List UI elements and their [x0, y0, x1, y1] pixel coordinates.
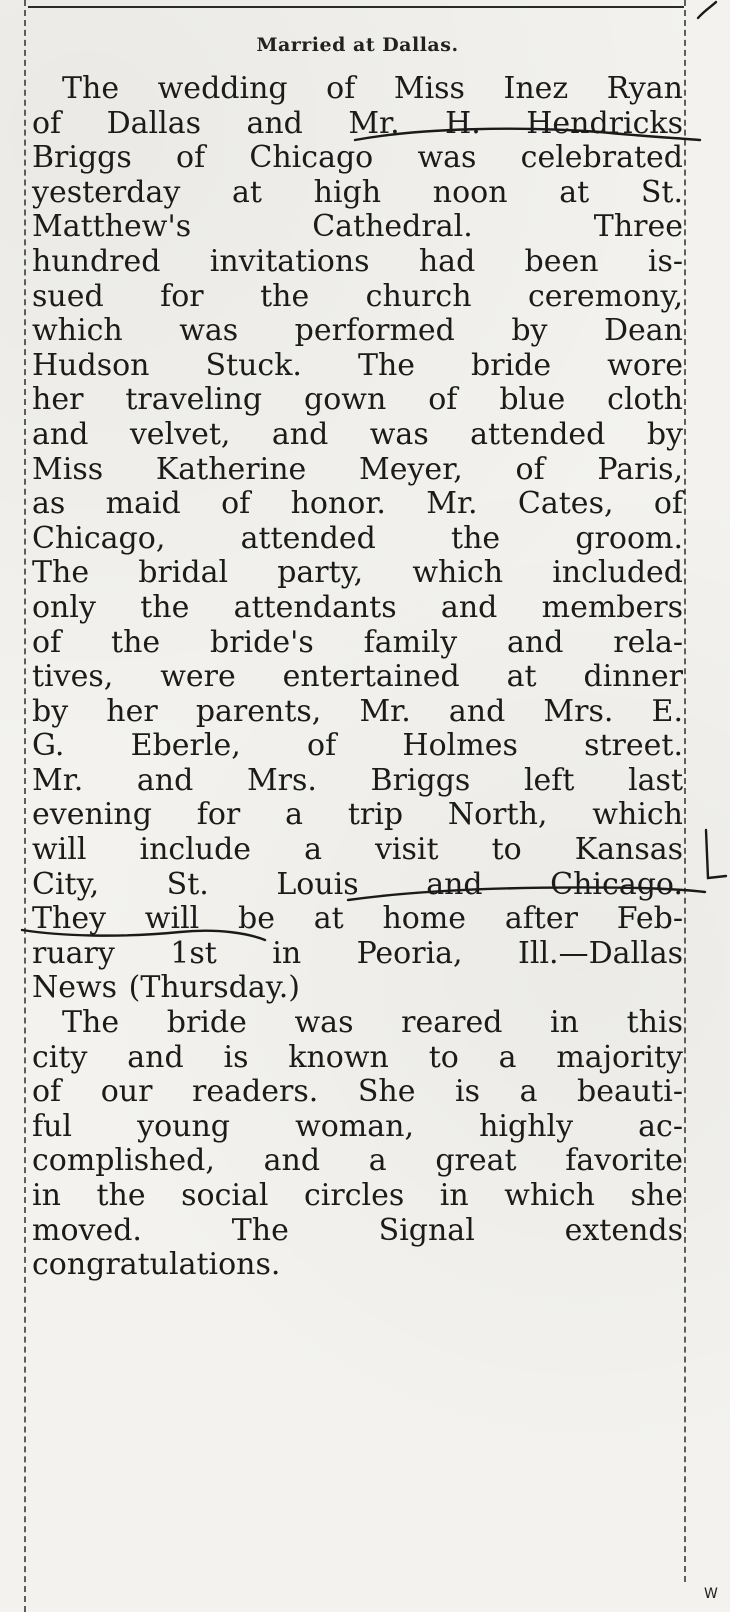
text-line: will include a visit to Kansas [32, 832, 683, 868]
text-line: ful young woman, highly ac- [32, 1108, 683, 1144]
text-line: Mr. and Mrs. Briggs left last [32, 762, 683, 798]
text-line: yesterday at high noon at St. [32, 174, 683, 210]
text-line: Matthew's Cathedral. Three [32, 209, 683, 245]
text-line: of the bride's family and rela- [32, 624, 683, 660]
text-line: of Dallas and Mr. H. Hendricks [32, 105, 683, 141]
text-line: City, St. Louis and Chicago. [32, 866, 683, 902]
text-line: and velvet, and was attended by [32, 416, 683, 452]
text-line: only the attendants and members [32, 589, 683, 625]
text-line: ruary 1st in Peoria, Ill.—Dallas [32, 935, 683, 971]
text-line: evening for a trip North, which [32, 797, 683, 833]
text-line: as maid of honor. Mr. Cates, of [32, 486, 683, 522]
text-line: congratulations. [32, 1247, 281, 1283]
text-line: The bridal party, which included [32, 555, 683, 591]
text-line: in the social circles in which she [32, 1178, 683, 1213]
text-line: moved. The Signal extends [32, 1212, 683, 1248]
text-line: They will be at home after Feb- [32, 901, 683, 937]
text-line: Chicago, attended the groom. [32, 520, 683, 556]
text-line: G. Eberle, of Holmes street. [32, 728, 683, 764]
text-line: which was performed by Dean [32, 313, 683, 349]
margin-letter: W [704, 1586, 718, 1602]
text-line: complished, and a great favorite [32, 1143, 683, 1179]
article-headline: Married at Dallas. [256, 34, 459, 56]
text-line: by her parents, Mr. and Mrs. E. [32, 693, 683, 729]
text-line: tives, were entertained at dinner [32, 659, 683, 695]
text-line: city and is known to a majority [32, 1039, 683, 1075]
text-line: her traveling gown of blue cloth [32, 382, 683, 418]
text-line: hundred invitations had been is- [32, 243, 683, 279]
text-line: News (Thursday.) [32, 970, 301, 1006]
text-line: The bride was reared in this [62, 1005, 683, 1041]
text-line: Miss Katherine Meyer, of Paris, [32, 451, 683, 487]
text-line: Hudson Stuck. The bride wore [32, 347, 683, 383]
text-line: Briggs of Chicago was celebrated [32, 140, 683, 176]
text-line: sued for the church ceremony, [32, 278, 683, 314]
text-line: The wedding of Miss Inez Ryan [62, 71, 683, 106]
text-line: of our readers. She is a beauti- [32, 1074, 683, 1110]
